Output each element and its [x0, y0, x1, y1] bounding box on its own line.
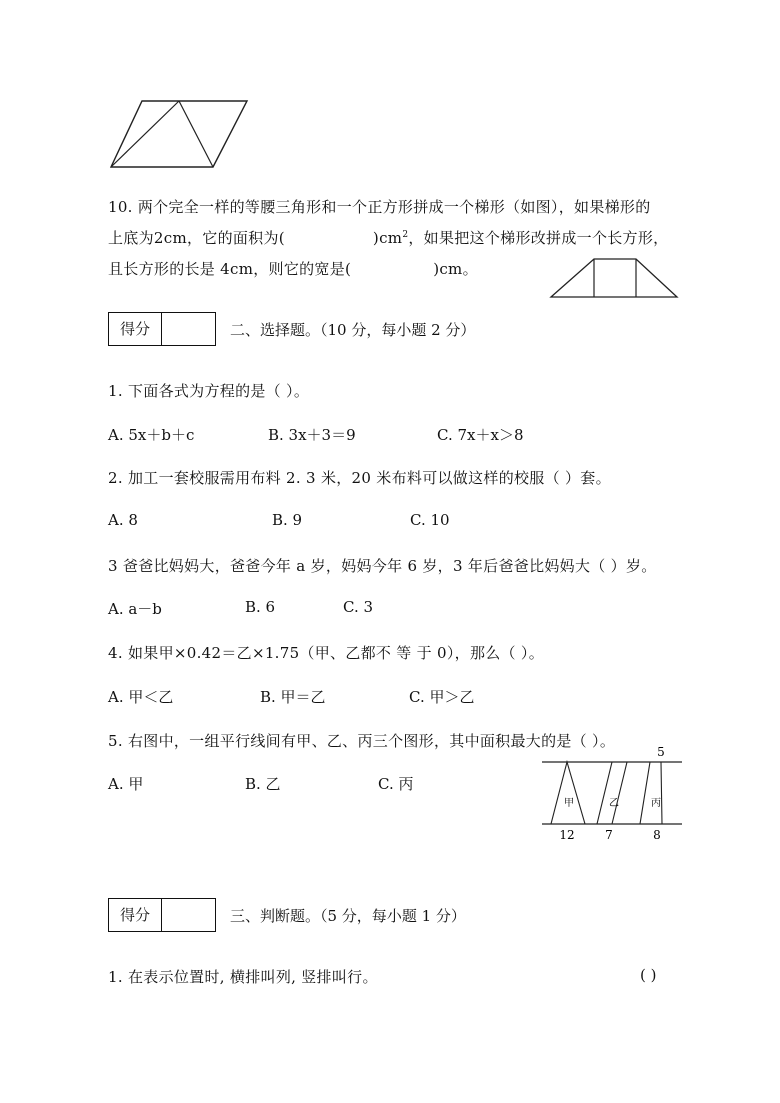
q10-line-2-b: )cm: [372, 229, 403, 247]
s2-q4-option-a[interactable]: A. 甲＜乙: [108, 688, 174, 706]
q10-line-3-a: 且长方形的长是 4cm，则它的宽是(: [108, 260, 352, 278]
s2-q3-option-b[interactable]: B. 6: [245, 598, 276, 616]
s2-q5-stem: 5. 右图中，一组平行线间有甲、乙、丙三个图形，其中面积最大的是（ ）。: [108, 732, 616, 750]
q10-line-2-c: ，如果把这个梯形改拼成一个长方形，: [408, 229, 669, 247]
s2-q2-option-a[interactable]: A. 8: [108, 511, 138, 529]
s2-q4-stem: 4. 如果甲×0.42＝乙×1.75（甲、乙都不 等 于 0），那么（ ）。: [108, 644, 545, 662]
q10-line-1: 10. 两个完全一样的等腰三角形和一个正方形拼成一个梯形（如图），如果梯形的: [108, 198, 651, 216]
figure-bottom-label-7: 7: [605, 828, 613, 842]
s2-q3-option-a[interactable]: A. a－b: [108, 600, 162, 618]
figure-top-label: 5: [657, 745, 665, 759]
s2-q1-option-c[interactable]: C. 7x＋x＞8: [437, 426, 524, 444]
s2-q1-option-a[interactable]: A. 5x＋b＋c: [108, 426, 195, 444]
s2-q2-stem: 2. 加工一套校服需用布料 2. 3 米，20 米布料可以做这样的校服（ ）套。: [108, 469, 611, 487]
figure-bottom-label-12: 12: [559, 828, 575, 842]
s2-q5-option-a[interactable]: A. 甲: [108, 775, 144, 793]
s2-q3-option-c[interactable]: C. 3: [343, 598, 374, 616]
q10-line-2-a: 上底为2cm，它的面积为(: [108, 229, 285, 247]
s2-q4-option-c[interactable]: C. 甲＞乙: [409, 688, 475, 706]
s2-q3-stem: 3 爸爸比妈妈大，爸爸今年 a 岁，妈妈今年 6 岁，3 年后爸爸比妈妈大（ ）岁。: [108, 557, 657, 575]
parallel-lines-figure: [536, 744, 686, 844]
figure-label-jia: 甲: [564, 798, 574, 809]
s2-q2-option-b[interactable]: B. 9: [272, 511, 303, 529]
section2-score-label: 得分: [109, 313, 162, 345]
q10-line-3: [108, 258, 478, 279]
figure-label-yi: 乙: [609, 798, 619, 809]
s2-q4-option-b[interactable]: B. 甲＝乙: [260, 688, 326, 706]
figure-bottom-label-8: 8: [653, 828, 661, 842]
s2-q5-option-c[interactable]: C. 丙: [378, 775, 414, 793]
q10-line-2: [108, 227, 668, 248]
section2-score-box: [108, 312, 216, 346]
figure-label-bing: 丙: [651, 798, 661, 809]
s2-q1-option-b[interactable]: B. 3x＋3＝9: [268, 426, 356, 444]
section3-score-label: 得分: [109, 899, 162, 931]
s3-q1-stem: 1. 在表示位置时, 横排叫列, 竖排叫行。: [108, 968, 378, 986]
section3-title: 三、判断题。（5 分，每小题 1 分）: [230, 907, 466, 925]
trapezoid-figure: [548, 256, 680, 300]
parallelogram-figure: [108, 96, 252, 172]
q10-line-3-b: )cm。: [433, 260, 478, 278]
q10-unit-superscript: 2: [402, 230, 409, 240]
section3-score-box: [108, 898, 216, 932]
s3-q1-answer-paren[interactable]: ( ): [640, 966, 657, 984]
section2-title: 二、选择题。（10 分，每小题 2 分）: [230, 321, 476, 339]
s2-q1-stem: 1. 下面各式为方程的是（ ）。: [108, 382, 310, 400]
s2-q2-option-c[interactable]: C. 10: [410, 511, 450, 529]
s2-q5-option-b[interactable]: B. 乙: [245, 775, 281, 793]
